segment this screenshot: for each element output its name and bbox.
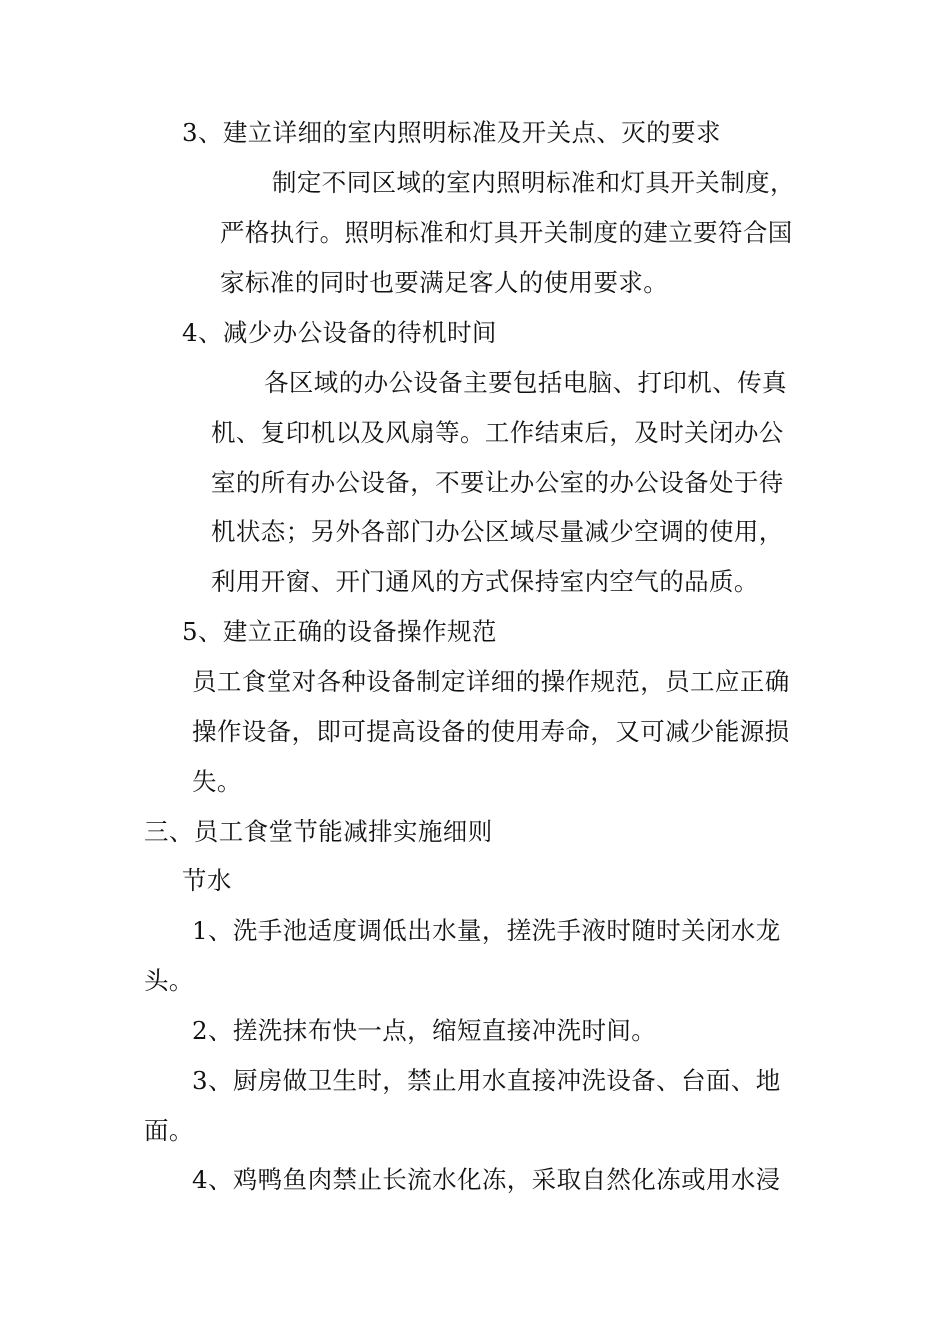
section-3-heading: 三、员工食堂节能减排实施细则: [144, 817, 493, 846]
paragraph-line: 家标准的同时也要满足客人的使用要求。: [220, 268, 669, 297]
paragraph-line: 面。: [144, 1116, 194, 1145]
paragraph-line: 机状态；另外各部门办公区域尽量减少空调的使用，: [211, 517, 784, 546]
item-5-heading: 5、建立正确的设备操作规范: [182, 617, 497, 646]
paragraph-line: 4、鸡鸭鱼肉禁止长流水化冻，采取自然化冻或用水浸: [192, 1165, 781, 1194]
paragraph-line: 2、搓洗抹布快一点，缩短直接冲洗时间。: [192, 1016, 657, 1045]
subsection-heading: 节水: [182, 866, 232, 895]
item-3-heading: 3、建立详细的室内照明标准及开关点、灭的要求: [182, 118, 721, 147]
paragraph-line: 利用开窗、开门通风的方式保持室内空气的品质。: [211, 567, 759, 596]
paragraph-line: 制定不同区域的室内照明标准和灯具开关制度，: [272, 168, 795, 197]
paragraph-line: 操作设备，即可提高设备的使用寿命，又可减少能源损: [192, 717, 790, 746]
paragraph-line: 1、洗手池适度调低出水量，搓洗手液时随时关闭水龙: [192, 916, 781, 945]
paragraph-line: 失。: [192, 767, 242, 796]
paragraph-line: 3、厨房做卫生时，禁止用水直接冲洗设备、台面、地: [192, 1066, 781, 1095]
paragraph-line: 员工食堂对各种设备制定详细的操作规范，员工应正确: [192, 667, 790, 696]
paragraph-line: 室的所有办公设备，不要让办公室的办公设备处于待: [211, 468, 784, 497]
item-4-heading: 4、减少办公设备的待机时间: [182, 318, 497, 347]
paragraph-line: 头。: [144, 966, 194, 995]
paragraph-line: 严格执行。照明标准和灯具开关制度的建立要符合国: [220, 218, 793, 247]
paragraph-line: 各区域的办公设备主要包括电脑、打印机、传真: [264, 368, 787, 397]
paragraph-line: 机、复印机以及风扇等。工作结束后，及时关闭办公: [211, 418, 784, 447]
